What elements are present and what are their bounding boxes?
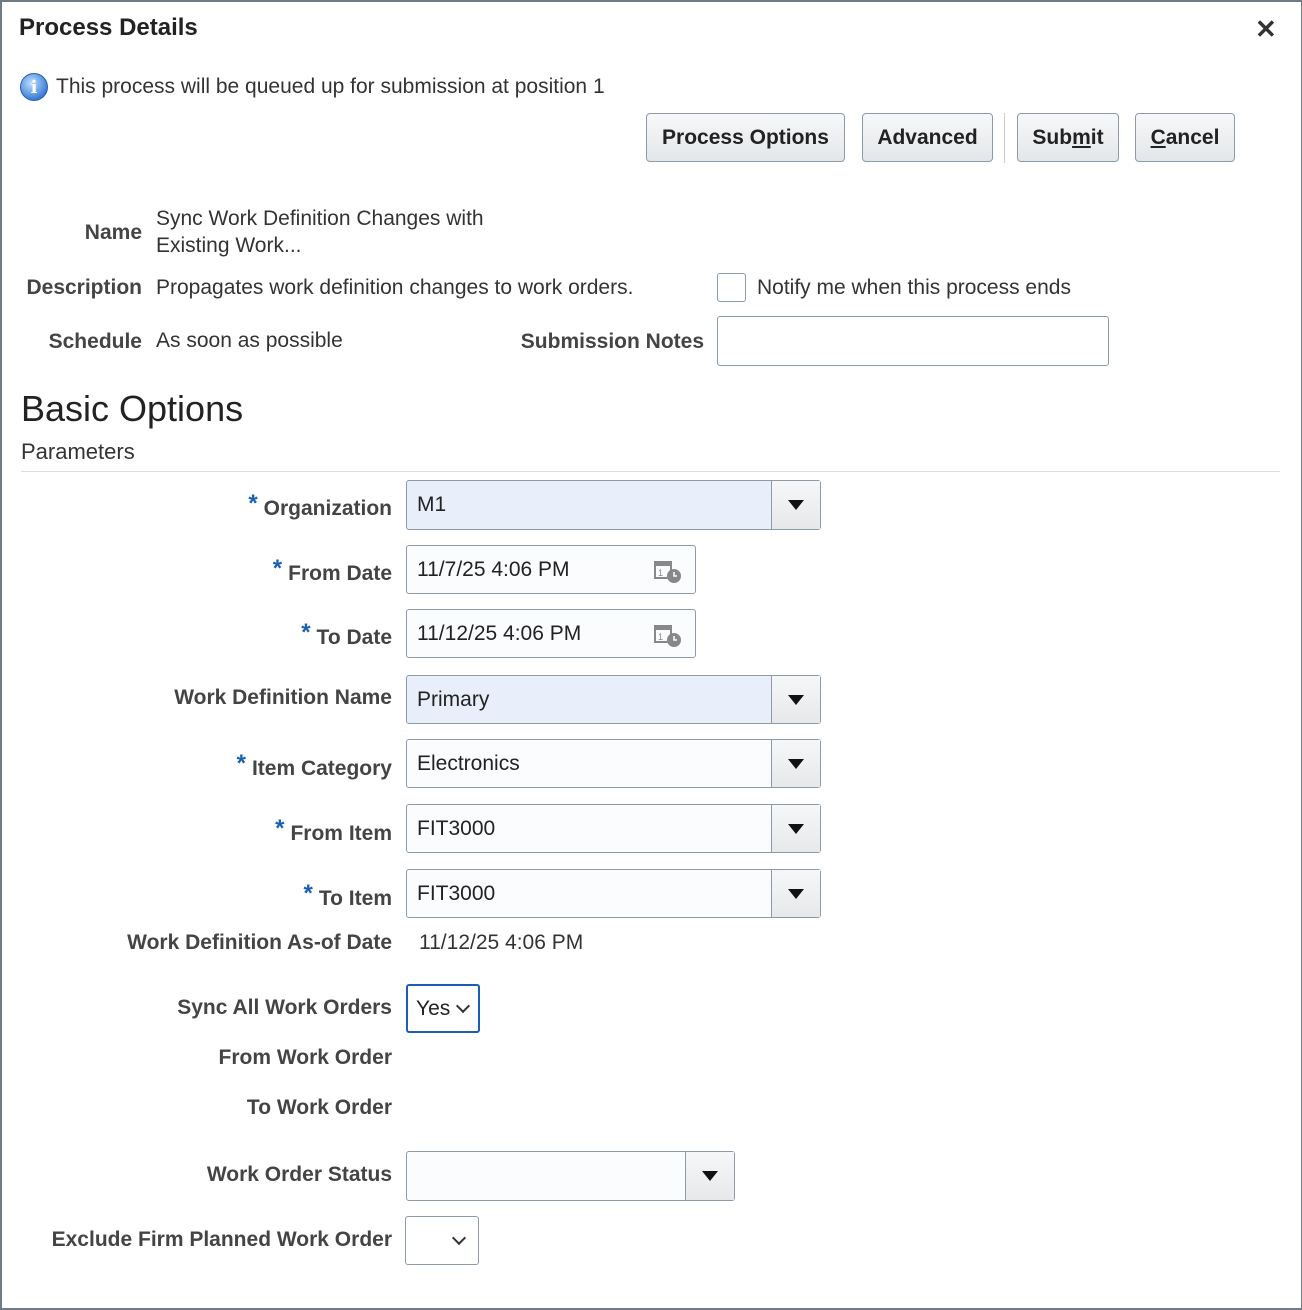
work-order-status-select[interactable] xyxy=(406,1151,735,1201)
advanced-button[interactable]: Advanced xyxy=(862,113,993,162)
caret-down-icon xyxy=(788,500,804,510)
schedule-value: As soon as possible xyxy=(156,329,343,352)
caret-down-icon xyxy=(702,1171,718,1181)
name-label: Name xyxy=(84,221,142,244)
info-message xyxy=(20,73,605,101)
sync-all-value: Yes xyxy=(416,996,451,1020)
from-work-order-label: From Work Order xyxy=(218,1046,392,1069)
to-date-label-text: To Date xyxy=(316,626,392,649)
item-category-label-text: Item Category xyxy=(251,757,392,780)
caret-down-icon xyxy=(788,824,804,834)
from-date-label xyxy=(273,555,392,586)
required-icon: * xyxy=(236,750,246,777)
to-item-label-text: To Item xyxy=(318,887,392,910)
exclude-firm-label: Exclude Firm Planned Work Order xyxy=(51,1228,392,1251)
calendar-clock-icon[interactable] xyxy=(653,622,683,648)
dropdown-button[interactable] xyxy=(771,740,820,787)
as-of-date-label: Work Definition As-of Date xyxy=(127,931,392,954)
info-icon: i xyxy=(20,73,48,101)
submit-button[interactable] xyxy=(1017,113,1119,162)
button-separator xyxy=(1004,113,1005,163)
required-icon: * xyxy=(301,619,311,646)
dropdown-button[interactable] xyxy=(771,870,820,917)
sync-all-select[interactable] xyxy=(406,984,480,1033)
description-label: Description xyxy=(26,276,142,299)
from-item-value: FIT3000 xyxy=(417,816,496,840)
caret-down-icon xyxy=(788,695,804,705)
dropdown-button[interactable] xyxy=(685,1152,734,1200)
organization-select[interactable] xyxy=(406,480,821,530)
required-icon: * xyxy=(275,815,285,842)
close-icon[interactable]: ✕ xyxy=(1255,14,1277,44)
item-category-select[interactable] xyxy=(406,739,821,788)
dropdown-button[interactable] xyxy=(771,805,820,852)
required-icon: * xyxy=(248,490,258,517)
info-text: This process will be queued up for submission at position 1 xyxy=(56,75,605,98)
to-date-label xyxy=(301,619,392,650)
schedule-label: Schedule xyxy=(48,330,142,353)
svg-text:1: 1 xyxy=(658,568,664,578)
submit-accesskey: m xyxy=(1072,125,1091,149)
parameters-subheading: Parameters xyxy=(21,439,135,464)
dialog-title: Process Details xyxy=(19,14,198,41)
work-order-status-label: Work Order Status xyxy=(206,1163,392,1186)
organization-value: M1 xyxy=(417,493,447,516)
item-category-value: Electronics xyxy=(417,751,520,775)
notify-checkbox[interactable] xyxy=(717,273,746,302)
work-definition-name-value: Primary xyxy=(417,687,490,711)
from-item-label xyxy=(275,815,392,846)
cancel-button[interactable] xyxy=(1135,113,1235,162)
submit-label: Sub xyxy=(1032,125,1073,149)
organization-label-text: Organization xyxy=(263,497,392,520)
from-item-label-text: From Item xyxy=(290,822,392,845)
exclude-firm-select[interactable] xyxy=(405,1216,479,1265)
chevron-down-icon xyxy=(456,998,470,1012)
name-value-line2: Existing Work... xyxy=(156,234,302,257)
as-of-date-value: 11/12/25 4:06 PM xyxy=(419,931,584,954)
cancel-accesskey: C xyxy=(1150,125,1166,149)
to-date-value: 11/12/25 4:06 PM xyxy=(417,621,582,645)
notify-label: Notify me when this process ends xyxy=(757,276,1071,299)
required-icon: * xyxy=(303,880,313,907)
from-date-input[interactable] xyxy=(406,545,696,594)
required-icon: * xyxy=(272,555,283,582)
cancel-label: ancel xyxy=(1165,125,1220,149)
from-date-label-text: From Date xyxy=(288,562,392,585)
sync-all-label: Sync All Work Orders xyxy=(177,996,392,1019)
dropdown-button[interactable] xyxy=(771,676,820,723)
work-definition-name-label: Work Definition Name xyxy=(174,686,392,709)
dropdown-button[interactable] xyxy=(771,481,820,529)
to-date-input[interactable] xyxy=(406,609,696,658)
basic-options-heading: Basic Options xyxy=(21,388,244,429)
to-item-value: FIT3000 xyxy=(417,881,496,905)
submit-label-rest: it xyxy=(1090,125,1104,149)
svg-text:1: 1 xyxy=(658,632,664,642)
caret-down-icon xyxy=(788,889,804,899)
divider xyxy=(21,471,1280,472)
calendar-clock-icon[interactable] xyxy=(653,558,683,584)
from-item-select[interactable] xyxy=(406,804,821,853)
to-item-select[interactable] xyxy=(406,869,821,918)
submission-notes-input[interactable] xyxy=(717,316,1109,366)
to-item-label xyxy=(304,880,392,911)
caret-down-icon xyxy=(788,759,804,769)
work-definition-name-select[interactable] xyxy=(406,675,821,724)
description-value: Propagates work definition changes to work orders. xyxy=(156,276,634,299)
from-date-value: 11/7/25 4:06 PM xyxy=(417,557,570,581)
submission-notes-label: Submission Notes xyxy=(520,330,704,353)
item-category-label xyxy=(237,750,392,781)
process-options-button[interactable]: Process Options xyxy=(646,113,845,162)
organization-label xyxy=(248,490,392,521)
to-work-order-label: To Work Order xyxy=(246,1096,392,1119)
name-value-line1: Sync Work Definition Changes with xyxy=(156,207,484,230)
chevron-down-icon xyxy=(452,1230,466,1244)
